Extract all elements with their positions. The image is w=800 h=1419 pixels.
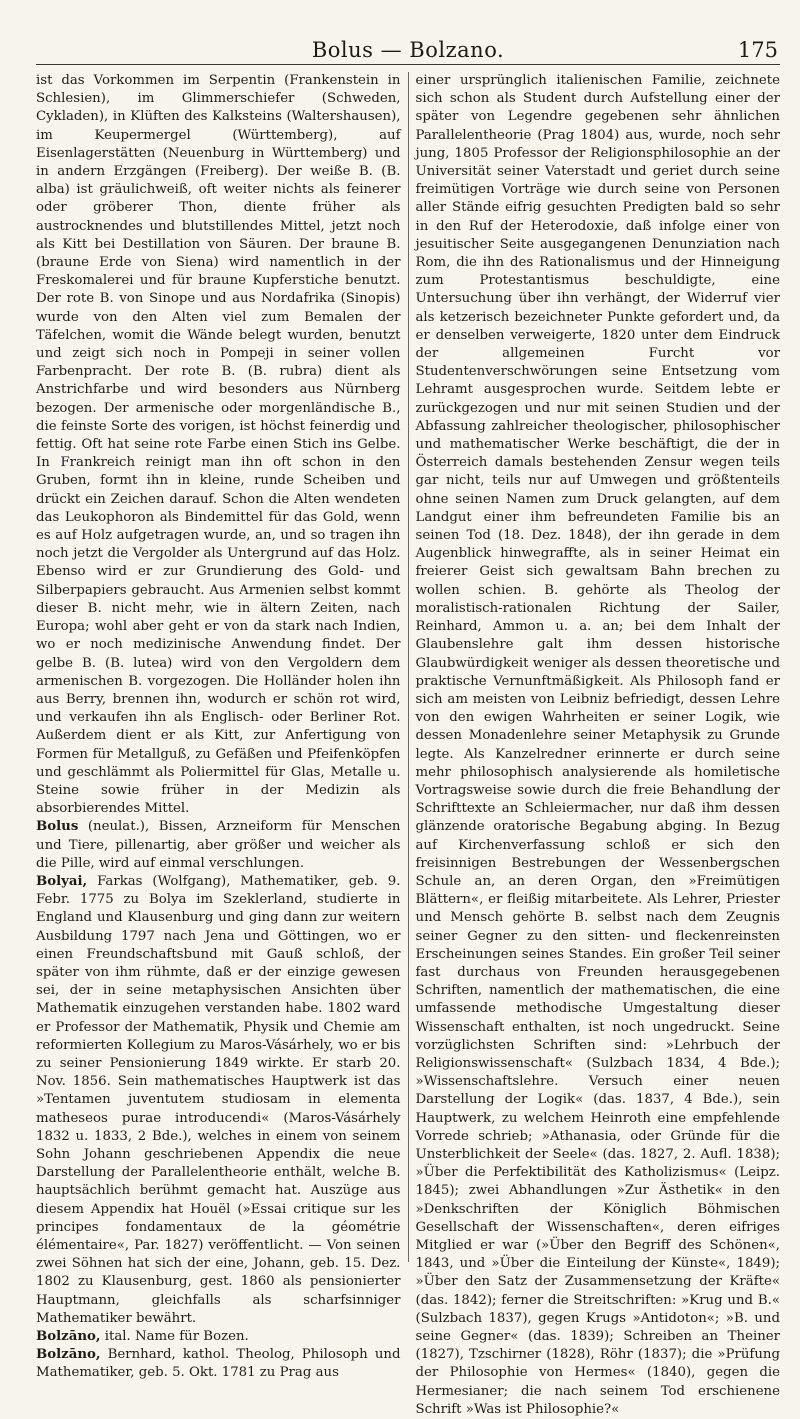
entry-bolzano-italian [36, 1328, 401, 1346]
entry-headword: Bolzāno, [36, 1329, 101, 1345]
entry-text: (neulat.), Bissen, Arzneiform für Menschen und Tiere, pillenartig, aber größer und weicher als die Pille, wird auf einmal verschlungen. [36, 819, 401, 871]
entry-headword: Bolus [36, 819, 79, 835]
running-title: Bolus — Bolzano. [311, 38, 505, 62]
entry-text: ital. Name für Bozen. [100, 1329, 249, 1345]
entry-text: Bernhard, kathol. Theolog, Philosoph und Mathematiker, geb. 5. Okt. 1781 zu Prag aus [36, 1347, 401, 1381]
entry-bolyai [36, 873, 401, 1328]
entry-headword: Bolzāno, [36, 1347, 101, 1363]
entry-bolzano [36, 1346, 401, 1382]
right-column [415, 72, 781, 1417]
bolus-continuation-paragraph: ist das Vorkommen im Serpentin (Frankenstein in Schlesien), im Glimmerschiefer (Schweden, Cykladen), in Klüften des Kalksteins (Waltershausen), im Keupermergel (Württemberg), auf Eisenlagerstätten (Neuenburg in Württemberg) und in andern Erzgängen (Freiberg). Der weiße B. (B. alba) ist gräulichweiß, oft weiter nichts als feinerer oder gröberer Thon, diente früher als austrocknendes und blutstillendes Mittel, jetzt noch als Kitt bei Destillation von Säuren. Der braune B. (braune Erde von Siena) wird namentlich in der Freskomalerei und für braune Kupferstiche benutzt. Der rote B. von Sinope und aus Nordafrika (Sinopis) wurde von den Alten viel zum Bemalen der Täfelchen, womit die Wände belegt wurden, benutzt und zeigt sich noch in Pompeji in seiner vollen Farbenpracht. Der rote B. (B. rubra) dient als Anstrichfarbe und wird besonders aus Nürnberg bezogen. Der armenische oder morgenländische B., die feinste Sorte des vorigen, ist höchst feinerdig und fettig. Oft hat seine rote Farbe einen Stich ins Gelbe. In Frankreich reinigt man ihn oft schon in den Gruben, formt ihn in kleine, runde Scheiben und drückt ein Zeichen darauf. Schon die Alten wendeten das Leukophoron als Bindemittel für das Gold, wenn es auf Holz aufgetragen wurde, an, und so tragen ihn noch jetzt die Vergolder als Untergrund auf das Holz. Ebenso wird er zur Grundierung des Gold- und Silberpapiers gebraucht. Aus Armenien selbst kommt dieser B. nicht mehr, wie in ältern Zeiten, nach Europa; wohl aber geht er von da stark nach Indien, wo er noch medizinische Anwendung findet. Der gelbe B. (B. lutea) wird von den Vergoldern dem armenischen B. vorgezogen. Die Holländer holen ihn aus Berry, brennen ihn, wodurch er schön rot wird, und verkaufen ihn als Englisch- oder Berliner Rot. Außerdem dient er als Kitt, zur Anfertigung von Formen für Metallguß, zu Gefäßen und Pfeifenköpfen und geschlämmt als Poliermittel für Glas, Metalle u. Steine sowie früher in der Medizin als absorbierendes Mittel. [36, 73, 401, 817]
page-header [36, 38, 780, 65]
text-columns [36, 72, 780, 1417]
entry-headword: Bolyai, [36, 873, 88, 889]
left-column [36, 72, 401, 1381]
page-number: 175 [737, 38, 778, 62]
entry-bolus [36, 818, 401, 873]
bolzano-continuation-paragraph: einer ursprünglich italienischen Familie, zeichnete sich schon als Student durch Aufstellung einer der später von Legendre gegebenen sehr ähnlichen Parallelentheorie (Prag 1804) aus, wurde, noch sehr jung, 1805 Professor der Religionsphilosophie an der Universität seiner Vaterstadt und geriet durch seine freimütigen Vorträge wie durch seine von Personen aller Stände eifrig gesuchten Predigten bald so sehr in den Ruf der Heterodoxie, daß infolge einer von jesuitischer Seite ausgegangenen Denunziation nach Rom, die ihn des Rationalismus und der Hinneigung zum Protestantismus beschuldigte, eine Untersuchung über ihn verhängt, der Widerruf vier als ketzerisch bezeichneter Punkte gefordert und, da er denselben verweigerte, 1820 unter dem Eindruck der allgemeinen Furcht vor Studentenverschwörungen seine Entsetzung vom Lehramt ausgesprochen wurde. Seitdem lebte er zurückgezogen und nur mit seinen Studien und der Abfassung zahlreicher theologischer, philosophischer und mathematischer Werke beschäftigt, die der in Österreich damals bestehenden Zensur wegen teils gar nicht, teils nur auf Umwegen und größtenteils ohne seinen Namen zum Druck gelangten, auf dem Landgut einer ihm befreundeten Familie bis an seinen Tod (18. Dez. 1848), der ihn gerade in dem Augenblick hinwegraffte, als in seiner Heimat ein freierer Geist sich gewaltsam Bahn brechen zu wollen schien. B. gehörte als Theolog der moralistisch-rationalen Richtung der Sailer, Reinhard, Ammon u. a. an; bei dem Inhalt der Glaubenslehre galt ihm dessen historische Glaubwürdigkeit weniger als dessen theoretische und praktische Vernunftmäßigkeit. Als Philosoph fand er sich am meisten von Leibniz befriedigt, dessen Lehre von den ewigen Wahrheiten er seiner Logik, wie dessen Monadenlehre seiner Metaphysik zu Grunde legte. Als Kanzelredner erinnerte er durch seine mehr philosophisch analysierende als homiletische Vortragsweise sowie durch die freie Behandlung der Schrifttexte an Schleiermacher, nur daß ihm dessen glänzende oratorische Begabung abging. In Bezug auf Kirchenverfassung schloß er sich den freisinnigen Bestrebungen der Wessenbergschen Schule an, an deren Organ, den »Freimütigen Blättern«, er fleißig mitarbeitete. Als Lehrer, Priester und Mensch gehörte B. selbst nach dem Zeugnis seiner Gegner zu den sitten- und fleckenreinsten Erscheinungen seines Standes. Ein großer Teil seiner fast durchaus von Freunden herausgegebenen Schriften, namentlich der mathematischen, die eine umfassende methodische Umgestaltung dieser Wissenschaft enthalten, ist noch ungedruckt. Seine vorzüglichsten Schriften sind: »Lehrbuch der Religionswissenschaft« (Sulzbach 1834, 4 Bde.); »Wissenschaftslehre. Versuch einer neuen Darstellung der Logik« (das. 1837, 4 Bde.), sein Hauptwerk, zu welchem Heinroth eine empfehlende Vorrede schrieb; »Athanasia, oder Gründe für die Unsterblichkeit der Seele« (das. 1827, 2. Aufl. 1838); »Über die Perfektibilität des Katholizismus« (Leipz. 1845); zwei Abhandlungen »Zur Ästhetik« in den »Denkschriften der Königlich Böhmischen Gesellschaft der Wissenschaften«, deren eifriges Mitglied er war (»Über den Begriff des Schönen«, 1843, und »Über die Einteilung der Künste«, 1849); »Über den Satz der Zusammensetzung der Kräfte« (das. 1842); ferner die Streitschriften: »Krug und B.« (Sulzbach 1837), gegen Krugs »Antidoton«; »B. und seine Gegner« (das. 1839); Schreiben an Theiner (1827), Tzschirner (1828), Röhr (1837); die »Prüfung der Philosophie von Hermes« (1840), gegen die Hermesianer; die nach seinem Tod erschienene Schrift »Was ist Philosophie?« [415, 73, 780, 1417]
entry-text: Farkas (Wolfgang), Mathematiker, geb. 9. Febr. 1775 zu Bolya im Szeklerland, studierte in England und Klausenburg und ging dann zur weitern Ausbildung 1797 nach Jena und Göttingen, wo er einen Freundschaftsbund mit Gauß schloß, der später von ihm rühmte, daß er der einzige gewesen sei, der in seine metaphysischen Ansichten über Mathematik einzugehen verstanden habe. 1802 ward er Professor der Mathematik, Physik und Chemie am reformierten Kollegium zu Maros-Vásárhely, wo er bis zu seiner Pensionierung 1849 wirkte. Er starb 20. Nov. 1856. Sein mathematisches Hauptwerk ist das »Tentamen juventutem studiosam in elementa matheseos purae introducendi« (Maros-Vásárhely 1832 u. 1833, 2 Bde.), welches in einem von seinem Sohn Johann geschriebenen Appendix die neue Darstellung der Parallelentheorie enthält, welche B. hauptsächlich berühmt gemacht hat. Auszüge aus diesem Appendix hat Houël (»Essai critique sur les principes fondamentaux de la géométrie élémentaire«, Par. 1827) veröffentlicht. — Von seinen zwei Söhnen hat sich der eine, Johann, geb. 15. Dez. 1802 zu Klausenburg, gest. 1860 als pensionierter Hauptmann, gleichfalls als scharfsinniger Mathematiker bewährt. [36, 873, 401, 1326]
column-divider [408, 72, 409, 1262]
